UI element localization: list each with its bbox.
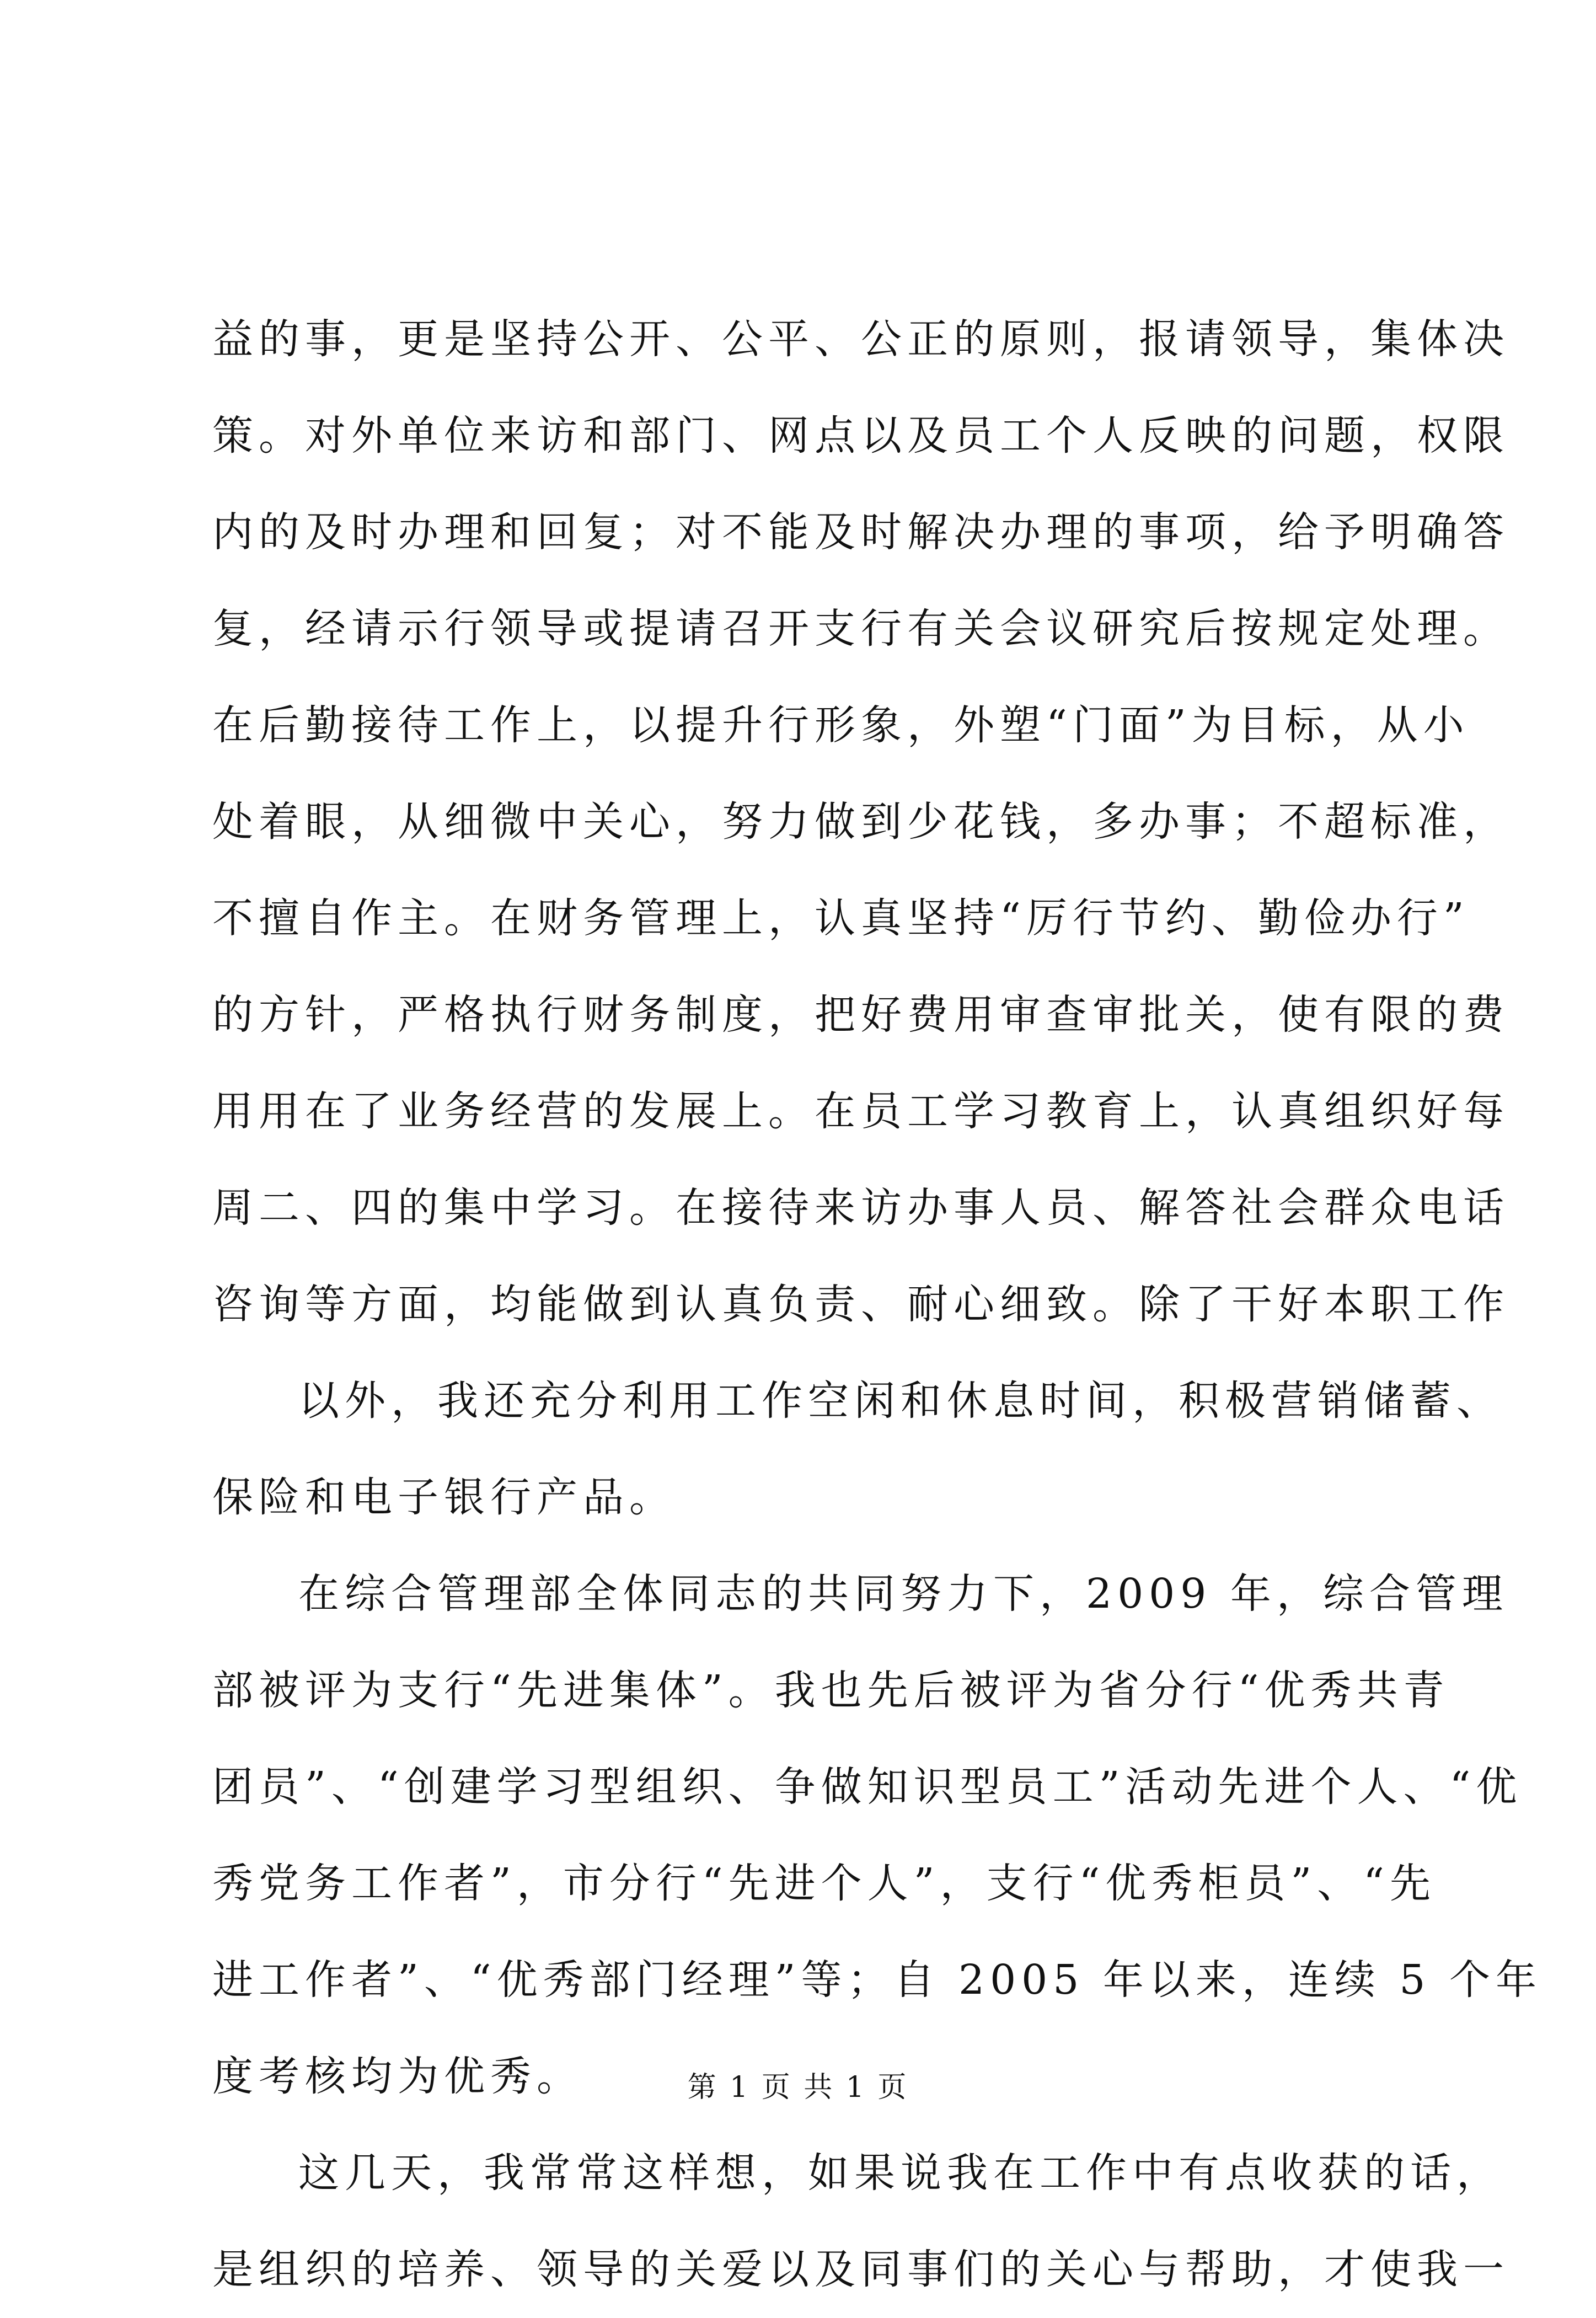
text-line: 咨询等方面，均能做到认真负责、耐心细致。除了干好本职工作: [212, 1281, 1509, 1328]
text-line: 以外，我还充分利用工作空闲和休息时间，积极营销储蓄、: [298, 1377, 1503, 1425]
text-line: 这几天，我常常这样想，如果说我在工作中有点收获的话，: [298, 2149, 1503, 2197]
text-line: 处着眼，从细微中关心，努力做到少花钱，多办事；不超标准，: [212, 798, 1509, 845]
text-line: 不擅自作主。在财务管理上，认真坚持“厉行节约、勤俭办行”: [212, 895, 1470, 942]
text-line: 周二、四的集中学习。在接待来访办事人员、解答社会群众电话: [212, 1184, 1509, 1232]
text-line: 复，经请示行领导或提请召开支行有关会议研究后按规定处理。: [212, 605, 1509, 652]
text-line: 团员”、“创建学习型组织、争做知识型员工”活动先进个人、“优: [212, 1763, 1523, 1811]
text-line: 进工作者”、“优秀部门经理”等；自 2005 年以来，连续 5 个年: [212, 1956, 1542, 2004]
text-line: 用用在了业务经营的发展上。在员工学习教育上，认真组织好每: [212, 1088, 1509, 1135]
text-line: 的方针，严格执行财务制度，把好费用审查审批关，使有限的费: [212, 991, 1509, 1038]
text-line: 保险和电子银行产品。: [212, 1474, 676, 1521]
text-line: 内的及时办理和回复；对不能及时解决办理的事项，给予明确答: [212, 508, 1509, 556]
page-footer: 第 1 页 共 1 页: [687, 2071, 909, 2104]
text-line: 益的事，更是坚持公开、公平、公正的原则，报请领导，集体决: [212, 315, 1509, 363]
text-line: 部被评为支行“先进集体”。我也先后被评为省分行“优秀共青: [212, 1667, 1450, 1714]
text-line: 度考核均为优秀。: [212, 2053, 583, 2100]
text-line: 是组织的培养、领导的关爱以及同事们的关心与帮助，才使我一: [212, 2246, 1509, 2293]
text-line: 在后勤接待工作上，以提升行形象，外塑“门面”为目标，从小: [212, 702, 1470, 749]
text-line: 在综合管理部全体同志的共同努力下，2009 年，综合管理: [298, 1570, 1508, 1618]
document-body: [212, 291, 1542, 2318]
text-line: 策。对外单位来访和部门、网点以及员工个人反映的问题，权限: [212, 412, 1509, 459]
text-line: 秀党务工作者”，市分行“先进个人”，支行“优秀柜员”、“先: [212, 1860, 1436, 1907]
